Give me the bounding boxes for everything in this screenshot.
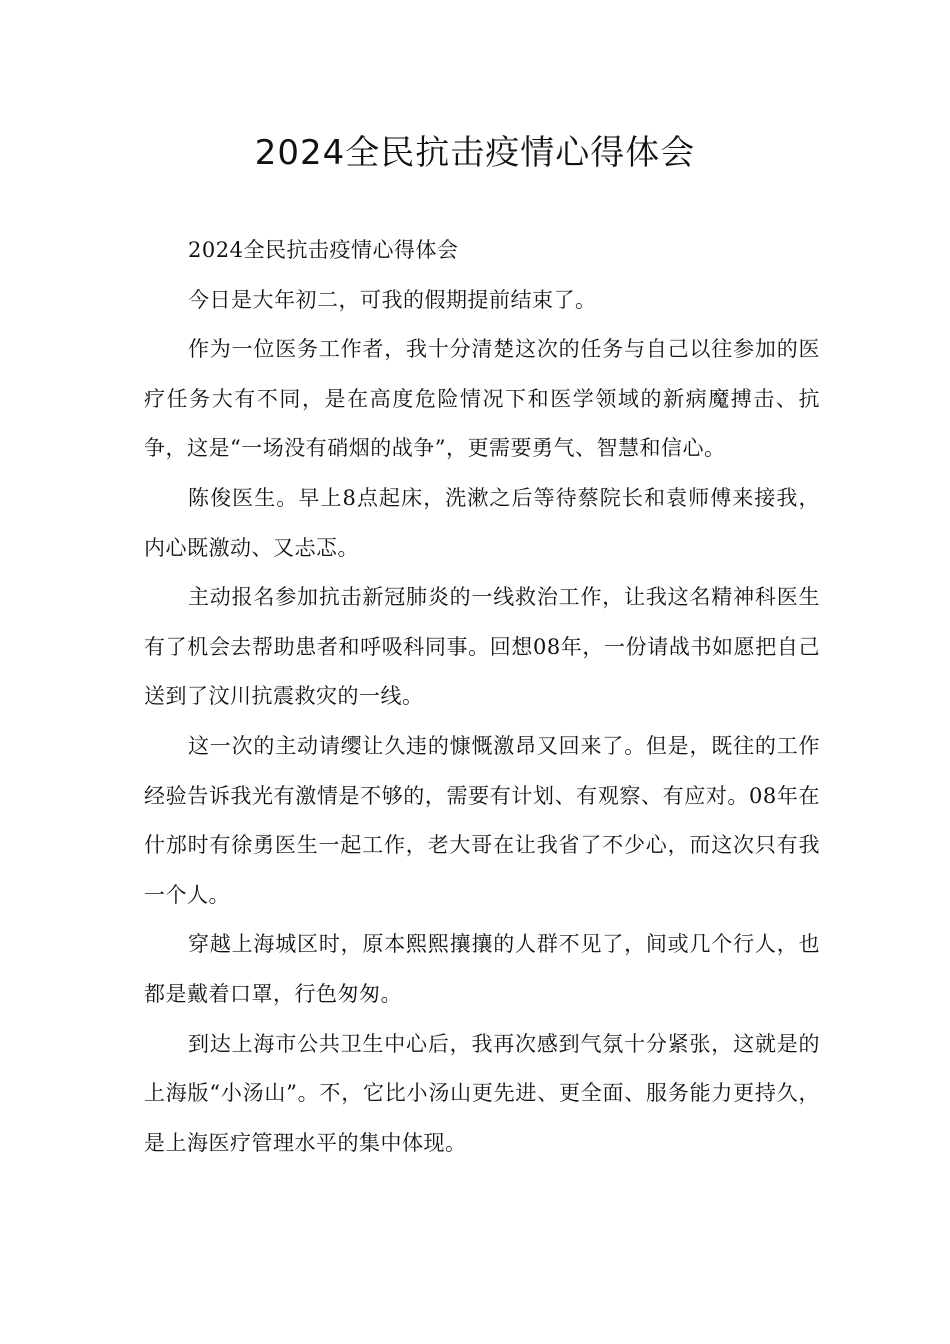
paragraph: 这一次的主动请缨让久违的慷慨激昂又回来了。但是，既往的工作经验告诉我光有激情是不够的，需要有计划、有观察、有应对。08年在什邡时有徐勇医生一起工作，老大哥在让我省了不少心，而这次只有我一个人。 [144,733,820,907]
paragraph: 到达上海市公共卫生中心后，我再次感到气氛十分紧张，这就是的上海版“小汤山”。不，它比小汤山更先进、更全面、服务能力更持久，是上海医疗管理水平的集中体现。 [144,1031,820,1155]
paragraph: 作为一位医务工作者，我十分清楚这次的任务与自己以往参加的医疗任务大有不同，是在高度危险情况下和医学领域的新病魔搏击、抗争，这是“一场没有硝烟的战争”，更需要勇气、智慧和信心。 [144,337,820,461]
paragraph: 主动报名参加抗击新冠肺炎的一线救治工作，让我这名精神科医生有了机会去帮助患者和呼吸科同事。回想08年，一份请战书如愿把自己送到了汶川抗震救灾的一线。 [144,585,820,709]
document-title: 2024全民抗击疫情心得体会 [254,133,696,173]
paragraph: 今日是大年初二，可我的假期提前结束了。 [188,287,597,312]
paragraph: 陈俊医生。早上8点起床，洗漱之后等待蔡院长和袁师傅来接我，内心既激动、又忐忑。 [144,485,820,560]
document-body [144,226,820,1168]
paragraph-subtitle: 2024全民抗击疫情心得体会 [188,238,459,262]
paragraph: 穿越上海城区时，原本熙熙攘攘的人群不见了，间或几个行人，也都是戴着口罩，行色匆匆。 [144,932,820,1006]
